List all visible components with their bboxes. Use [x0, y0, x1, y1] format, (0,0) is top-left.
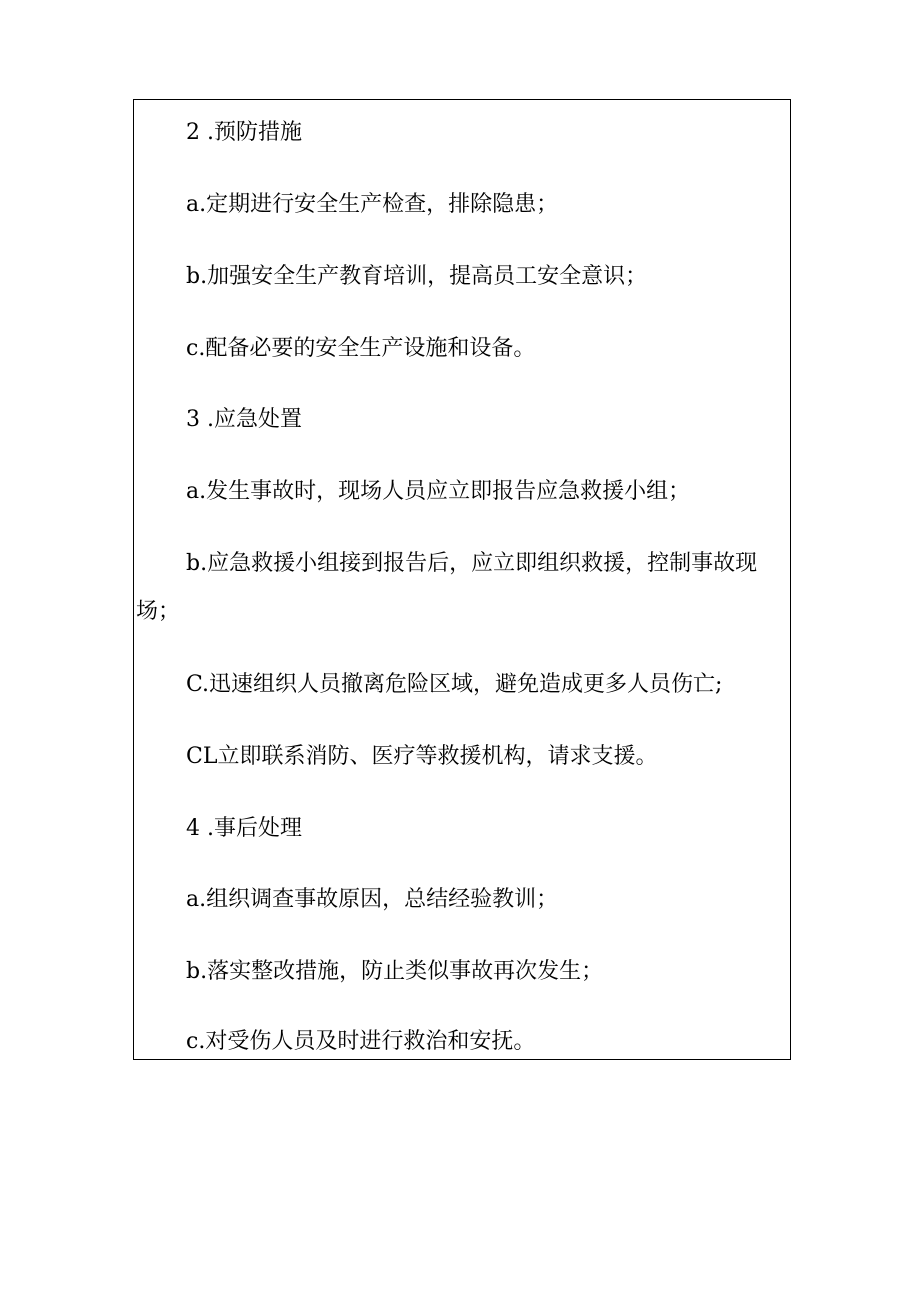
list-item: a.组织调查事故原因，总结经验教训；	[186, 887, 559, 912]
section-heading-aftermath: 4 .事后处理	[186, 816, 302, 841]
section-heading-emergency: 3 .应急处置	[186, 407, 302, 432]
document-frame	[133, 99, 791, 1060]
list-item: c.对受伤人员及时进行救治和安抚。	[186, 1029, 536, 1054]
list-item: c.配备必要的安全生产设施和设备。	[186, 336, 536, 361]
list-item: b.落实整改措施，防止类似事故再次发生；	[186, 959, 604, 984]
list-item: a.发生事故时，现场人员应立即报告应急救援小组；	[186, 479, 691, 504]
list-item: b.应急救援小组接到报告后，应立即组织救援，控制事故现	[186, 551, 758, 576]
list-item: CL立即联系消防、医疗等救援机构，请求支援。	[186, 744, 658, 769]
list-item: b.加强安全生产教育培训，提高员工安全意识；	[186, 264, 648, 289]
list-item-continuation: 场；	[136, 599, 181, 624]
list-item: C.迅速组织人员撤离危险区域，避免造成更多人员伤亡;	[186, 672, 723, 697]
list-item: a.定期进行安全生产检查，排除隐患；	[186, 192, 559, 217]
section-heading-prevention: 2 .预防措施	[186, 120, 302, 145]
